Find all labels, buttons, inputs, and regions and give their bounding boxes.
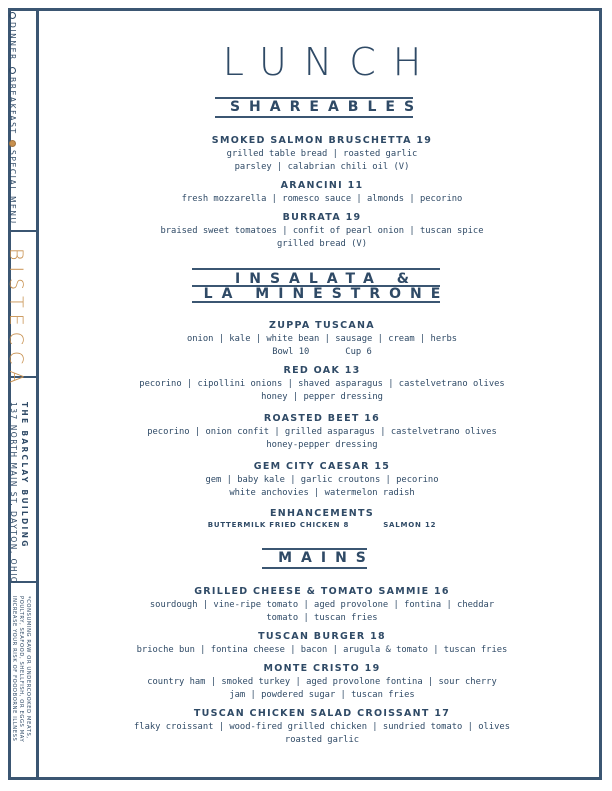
menu-item-name: TUSCAN BURGER 18 [258, 631, 386, 642]
radio-dot-icon [9, 12, 16, 19]
menu-item-description: onion | kale | white bean | sausage | cream | herbs [186, 334, 458, 344]
menu-item [42, 134, 602, 174]
menu-item [42, 585, 602, 625]
menu-item-description: gem | baby kale | garlic croutons | pecorino [205, 475, 439, 485]
menu-item-name: ARANCINI 11 [280, 180, 364, 191]
menu-item-description: grilled table bread | roasted garlic [226, 149, 418, 159]
menu-item [42, 412, 602, 452]
menu-item [42, 662, 602, 702]
menu-item-name: SMOKED SALMON BRUSCHETTA 19 [211, 135, 433, 146]
menu-item [42, 460, 602, 500]
menu-item-name: RED OAK 13 [283, 365, 361, 376]
nav-item-breakfast[interactable] [8, 67, 17, 135]
section-title: MAINS [278, 550, 375, 566]
heading-rule [192, 268, 440, 270]
section-title: SHAREABLES [229, 99, 424, 115]
menu-item-name: BURRATA 19 [282, 212, 362, 223]
shareables-list [42, 134, 602, 251]
building-name: THE BARCLAY BUILDING [20, 402, 29, 549]
bowl-price: Bowl 10 [272, 347, 310, 357]
menu-item [42, 364, 602, 404]
disclaimer-line: POULTRY, SEAFOOD, SHELLFISH, OR EGGS MAY [18, 596, 24, 743]
menu-item [42, 319, 602, 359]
heading-rule [192, 301, 440, 303]
nav-item-label: DINNER [8, 22, 17, 61]
nav-item-label: SPECIAL MENU [8, 150, 17, 226]
disclaimer-line: INCREASE YOUR RISK OF FOODBORNE ILLNESS [11, 596, 17, 742]
menu-item-description: pecorino | onion confit | grilled asparagus | castelvetrano olives [147, 427, 497, 437]
menu-item-name: GEM CITY CAESAR 15 [253, 461, 391, 472]
menu-item [42, 707, 602, 747]
menu-item-name: ZUPPA TUSCANA [269, 320, 375, 331]
menu-item-name: GRILLED CHEESE & TOMATO SAMMIE 16 [194, 586, 450, 597]
brand-logo[interactable]: BISTECCA [5, 248, 27, 390]
mains-list [42, 585, 602, 747]
menu-item-description: jam | powdered sugar | tuscan fries [229, 690, 415, 700]
menu-item-description: roasted garlic [284, 735, 360, 745]
nav-item-special-menu[interactable] [8, 140, 17, 225]
menu-item-description: flaky croissant | wood-fired grilled chicken | sundried tomato | olives [133, 722, 511, 732]
enhancement-option: BUTTERMILK FRIED CHICKEN 8 [207, 521, 350, 529]
disclaimer-line: *CONSUMING RAW OR UNDERCOOKED MEATS, [25, 596, 31, 739]
menu-item-description: country ham | smoked turkey | aged provolone fontina | sour cherry [147, 677, 497, 687]
menu-item-description: fresh mozzarella | romesco sauce | almonds | pecorino [181, 194, 463, 204]
enhancement-option: SALMON 12 [383, 521, 437, 529]
food-safety-disclaimer [10, 596, 31, 742]
radio-dot-icon [9, 67, 16, 74]
nav-item-label: BREAKFAST [8, 76, 17, 135]
menu-item-name: MONTE CRISTO 19 [263, 663, 381, 674]
address-block [8, 402, 30, 584]
nav-item-dinner[interactable] [8, 12, 17, 61]
enhancements-title: ENHANCEMENTS [270, 508, 374, 519]
menu-item [42, 179, 602, 206]
menu-item [42, 630, 602, 657]
radio-dot-selected-icon [9, 140, 16, 147]
section-title: INSALATA & [235, 271, 418, 287]
heading-rule [262, 567, 367, 569]
heading-rule [215, 116, 413, 118]
menu-item-description: pecorino | cipollini onions | shaved asparagus | castelvetrano olives [139, 379, 505, 389]
enhancement-options [42, 521, 602, 529]
section-title: LA MINESTRONE [203, 286, 450, 302]
menu-item-name: ROASTED BEET 16 [263, 413, 381, 424]
menu-item-name: TUSCAN CHICKEN SALAD CROISSANT 17 [193, 708, 451, 719]
street-address: 137 NORTH MAIN ST. DAYTON, OHIO [9, 402, 18, 585]
menu-item-description: sourdough | vine-ripe tomato | aged provolone | fontina | cheddar [149, 600, 495, 610]
menu-item-description: grilled bread (V) [276, 239, 368, 249]
menu-item-description: parsley | calabrian chili oil (V) [234, 162, 410, 172]
menu-item [42, 211, 602, 251]
page-title: LUNCH [222, 40, 439, 84]
enhancements [42, 507, 602, 529]
cup-price: Cup 6 [345, 347, 372, 357]
sidebar-nav [8, 12, 17, 231]
insalata-list [42, 319, 602, 529]
menu-item-description: honey-pepper dressing [266, 440, 378, 450]
menu-item-description: honey | pepper dressing [261, 392, 383, 402]
menu-item-description: brioche bun | fontina cheese | bacon | arugula & tomato | tuscan fries [136, 645, 508, 655]
menu-item-description: white anchovies | watermelon radish [229, 488, 415, 498]
menu-item-description: tomato | tuscan fries [266, 613, 378, 623]
portion-prices [42, 346, 602, 359]
menu-item-description: braised sweet tomatoes | confit of pearl onion | tuscan spice [160, 226, 484, 236]
